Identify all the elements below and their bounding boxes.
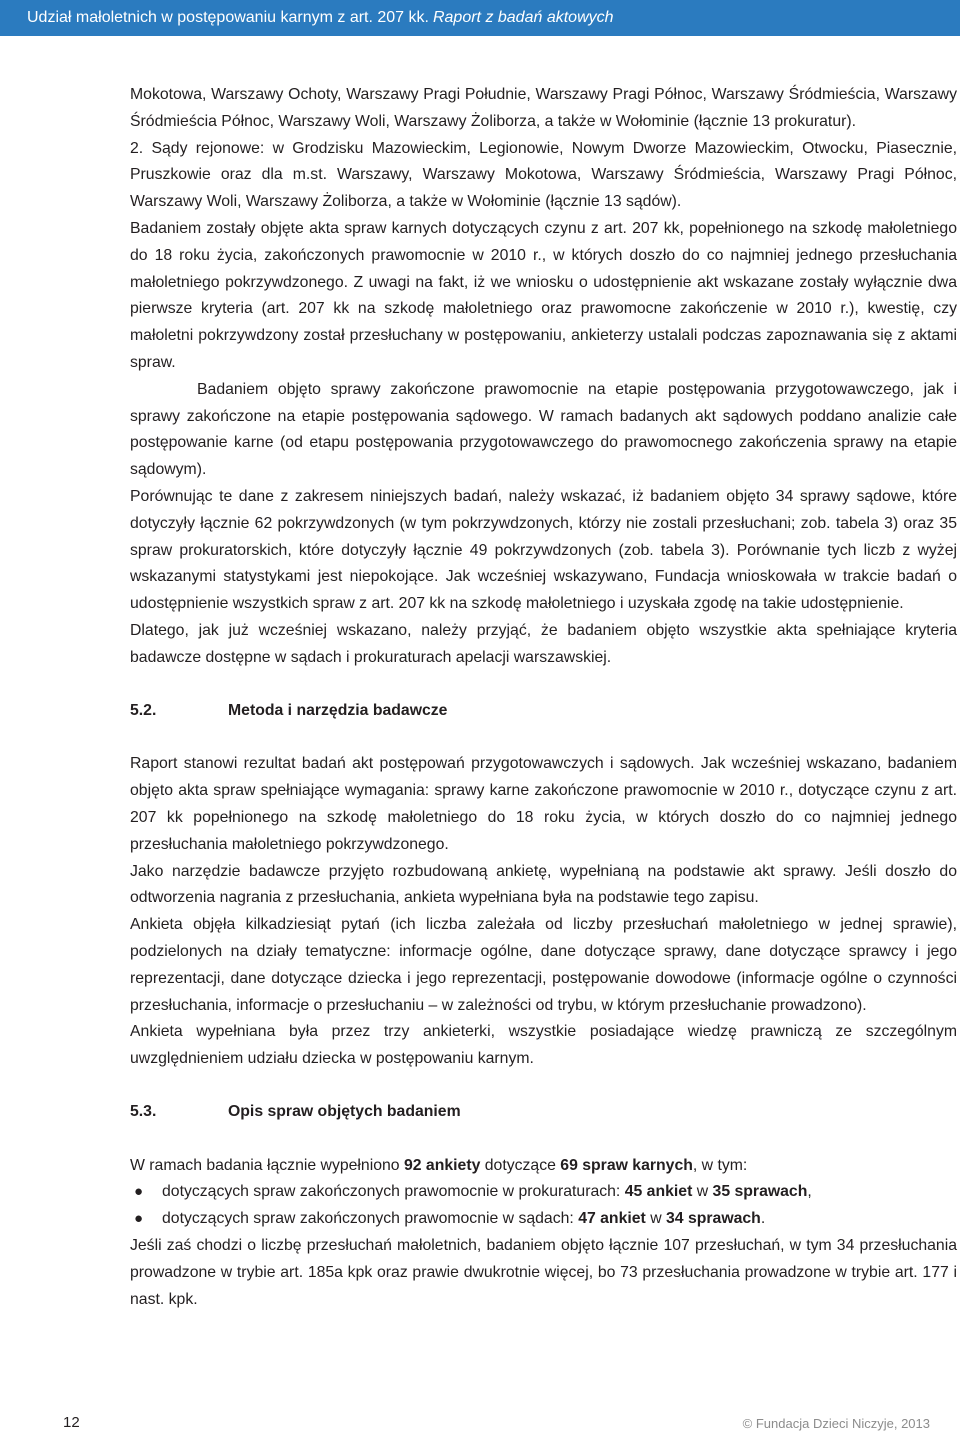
paragraph-prosecutors-list: Mokotowa, Warszawy Ochoty, Warszawy Pragi Południe, Warszawy Pragi Północ, Warszawy Śródmieścia, Warszawy Śródmieścia Północ, Warszawy Woli, Warszawy Żoliborza, a także w Wołominie (łącznie 13 prokuratur). [130, 86, 957, 130]
header-title: Udział małoletnich w postępowaniu karnym z art. 207 kk. [27, 9, 429, 26]
section-heading-5-2 [130, 698, 957, 725]
section-title: Opis spraw objętych badaniem [228, 1102, 461, 1120]
paragraph-interrogations: Jeśli zaś chodzi o liczbę przesłuchań małoletnich, badaniem objęto łącznie 107 przesłuchań, w tym 34 przesłuchania prowadzone w trybie art. 185a kpk oraz prawie dwukrotnie więcej, bo 73 przesłuchania prowadzone w trybie art. 177 i nast. kpk. [130, 1237, 957, 1308]
list-item: ● dotyczących spraw zakończonych prawomocnie w prokuraturach: 45 ankiet w 35 sprawach, [130, 1179, 957, 1206]
paragraph-method-intro: Raport stanowi rezultat badań akt postępowań przygotowawczych i sądowych. Jak wcześniej wskazano, badaniem objęto akta spraw spełniające wymagania: sprawy karne zakończone prawomocnie w 2010 r., dotyczące czynu z art. 207 kk popełnionego na szkodę małoletniego do 18 roku życia, w których doszło do co najmniej jednego przesłuchania małoletniego pokrzywdzonego. [130, 755, 957, 853]
paragraph-comparison: Porównując te dane z zakresem niniejszych badań, należy wskazać, iż badaniem objęto 34 sprawy sądowe, które dotyczyły łącznie 62 pokrzywdzonych (w tym pokrzywdzonych, którzy nie zostali przesłuchani; zob. tabela 3) oraz 35 spraw prokuratorskich, które dotyczyły łącznie 49 pokrzywdzonych (zob. tabela 3). Porównanie tych liczb z wyżej wskazanymi statystykami jest niepokojące. Jak wcześniej wskazywano, Fundacja wnioskowała w trakcie badań o udostępnienie wszystkich spraw z art. 207 kk na szkodę małoletniego i uzyskała zgodę na takie udostępnienie. [130, 487, 957, 613]
paragraph-conclusion: Dlatego, jak już wcześniej wskazano, należy przyjąć, że badaniem objęto wszystkie akta spełniające kryteria badawcze dostępne w sądach i prokuraturach apelacji warszawskiej. [130, 621, 957, 666]
section-number: 5.2. [130, 701, 157, 719]
paragraph-scope: Badaniem zostały objęte akta spraw karnych dotyczących czynu z art. 207 kk, popełnionego na szkodę małoletniego do 18 roku życia, zakończonych prawomocnie w 2010 r., w których doszło do co najmniej jednego przesłuchania małoletniego pokrzywdzonego. Z uwagi na fakt, iż we wniosku o udostępnienie akt wskazane zostały wyłącznie dwa pierwsze kryteria (art. 207 kk na szkodę małoletniego oraz prawomocne zakończenie w 2010 r.), kwestię, czy małoletni pokrzywdzony został przesłuchany w postępowaniu, ankieterzy ustalali podczas zapoznawania się z aktami spraw. [130, 219, 957, 371]
section-number: 5.3. [130, 1102, 157, 1120]
bullet-icon: ● [134, 1210, 144, 1228]
cases-list [130, 1179, 957, 1233]
paragraph-courts-list: 2. Sądy rejonowe: w Grodzisku Mazowieckim, Legionowie, Nowym Dworze Mazowieckim, Otwocku, Piasecznie, Pruszkowie oraz dla m.st. Warszawy, Warszawy Mokotowa, Warszawy Śródmieścia, Warszawy Pragi Północ, Warszawy Woli, Warszawy Żoliborza, a także w Wołominie (łącznie 13 sądów). [130, 139, 957, 211]
section-heading-5-3 [130, 1099, 957, 1126]
paragraph-research-tool: Jako narzędzie badawcze przyjęto rozbudowaną ankietę, wypełnianą na podstawie akt sprawy. Jeśli doszło do odtworzenia nagrania z przesłuchania, ankieta wypełniana była na podstawie tego zapisu. [130, 862, 957, 907]
page-content [130, 82, 957, 1313]
page-number: 12 [63, 1414, 80, 1431]
bullet-icon: ● [134, 1183, 144, 1201]
section-title: Metoda i narzędzia badawcze [228, 701, 448, 719]
paragraph-cases-intro: W ramach badania łącznie wypełniono 92 ankiety dotyczące 69 spraw karnych, w tym: [130, 1156, 748, 1174]
running-header [0, 0, 960, 36]
footer-copyright: © Fundacja Dzieci Niczyje, 2013 [742, 1416, 930, 1431]
paragraph-stages: Badaniem objęto sprawy zakończone prawomocnie na etapie postępowania przygotowawczego, jak i sprawy zakończone na etapie postępowania sądowego. W ramach badanych akt sądowych poddano analizie całe postępowanie karne (od etapu postępowania przygotowawczego do prawomocnego zakończenia sprawy na etapie sądowym). [130, 380, 957, 479]
list-item: ● dotyczących spraw zakończonych prawomocnie w sądach: 47 ankiet w 34 sprawach. [130, 1206, 957, 1233]
paragraph-surveyors: Ankieta wypełniana była przez trzy ankieterki, wszystkie posiadające wiedzę prawniczą ze szczególnym uwzględnieniem udziału dziecka w postępowaniu karnym. [130, 1023, 957, 1068]
header-subtitle: Raport z badań aktowych [432, 9, 614, 26]
paragraph-survey-structure: Ankieta objęła kilkadziesiąt pytań (ich liczba zależała od liczby przesłuchań małoletniego w jednej sprawie), podzielonych na działy tematyczne: informacje ogólne, dane dotyczące sprawy, dane dotyczące sprawcy i jego reprezentacji, dane dotyczące dziecka i jego reprezentacji, postępowanie dowodowe (informacje ogólne o czynności przesłuchania, informacje o przesłuchaniu – w zależności od trybu, w którym przesłuchanie prowadzono). [130, 916, 957, 1014]
